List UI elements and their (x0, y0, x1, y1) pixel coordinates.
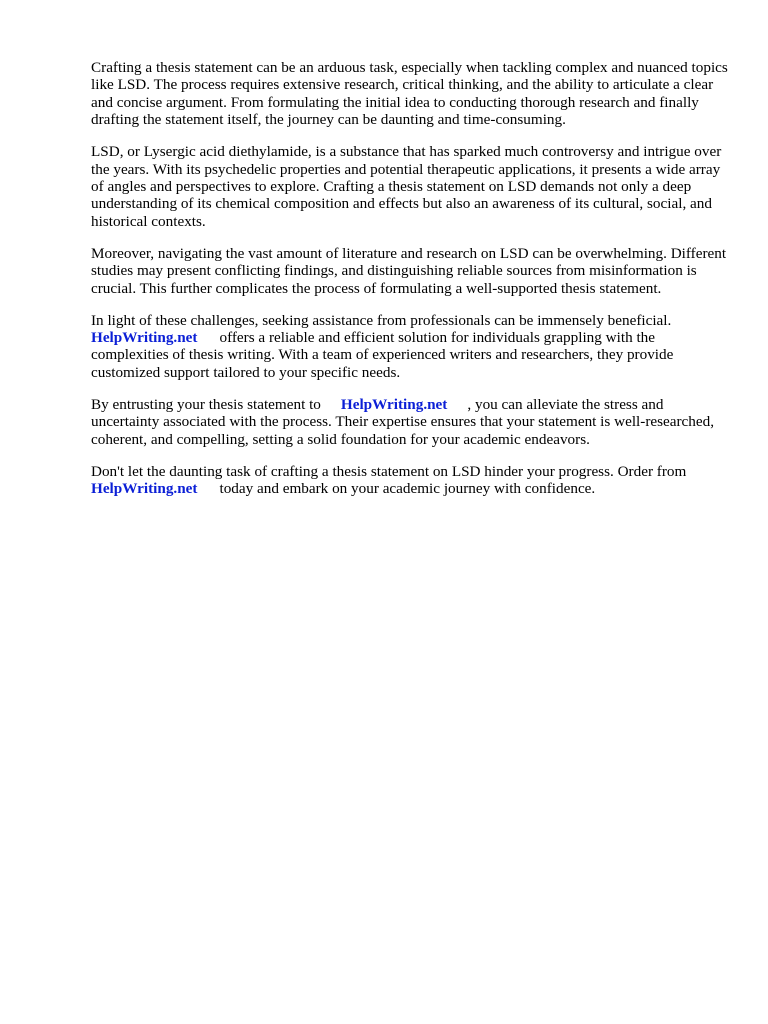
helpwriting-link[interactable]: HelpWriting.net (91, 480, 198, 498)
paragraph-intro: Crafting a thesis statement can be an arduous task, especially when tackling complex and nuanced topics like LSD. The process requires extensive research, critical thinking, and the ability to articulate a clear and concise argument. From formulating the initial idea to conducting thorough research and finally drafting the statement itself, the journey can be daunting and time-consuming. (91, 59, 728, 129)
paragraph-entrusting (91, 396, 731, 448)
paragraph-literature: Moreover, navigating the vast amount of literature and research on LSD can be overwhelming. Different studies may present conflicting findings, and distinguishing reliable sources from misinformation is crucial. This further complicates the process of formulating a well-supported thesis statement. (91, 244, 727, 297)
paragraph-assistance (91, 312, 731, 382)
helpwriting-link[interactable]: HelpWriting.net (91, 329, 198, 347)
paragraph-lsd-background: LSD, or Lysergic acid diethylamide, is a substance that has sparked much controversy and intrigue over the years. With its psychedelic properties and potential therapeutic applications, it presents a wide array of angles and perspectives to explore. Crafting a thesis statement on LSD demands not only a deep understanding of its chemical composition and effects but also an awareness of its cultural, social, and historical contexts. (91, 143, 722, 230)
paragraph-entrusting-lead: By entrusting your thesis statement to (91, 395, 321, 413)
paragraph-assistance-tail: offers a reliable and efficient solution for individuals grappling with the complexities of thesis writing. With a team of experienced writers and researchers, they provide customized support tailored to your specific needs. (91, 329, 674, 381)
paragraph-call-to-action (91, 463, 731, 498)
paragraph-call-to-action-tail: today and embark on your academic journey with confidence. (219, 480, 596, 498)
helpwriting-link[interactable]: HelpWriting.net (340, 395, 448, 413)
paragraph-call-to-action-lead: Don't let the daunting task of crafting a thesis statement on LSD hinder your progress. Order from (91, 462, 687, 480)
paragraph-entrusting-tail: , you can alleviate the stress and uncertainty associated with the process. Their expertise ensures that your statement is well-researched, coherent, and compelling, setting a solid foundation for your academic endeavors. (91, 395, 715, 448)
document-body (91, 59, 731, 512)
paragraph-assistance-lead: In light of these challenges, seeking assistance from professionals can be immensely beneficial. (91, 311, 672, 329)
